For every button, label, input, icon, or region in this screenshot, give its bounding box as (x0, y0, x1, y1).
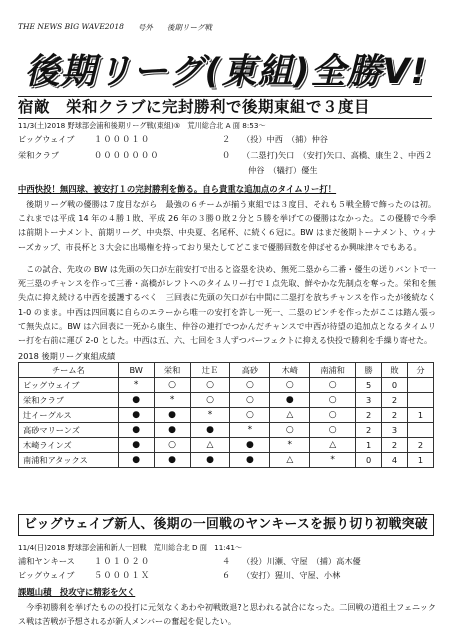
result-cell: ○ (154, 378, 190, 393)
draws-cell (407, 423, 433, 438)
innings: ０００００００ (94, 150, 160, 160)
article2-title: ビッグウェイブ新人、後期の一回戦のヤンキースを振り切り初戦突破 (18, 514, 434, 536)
draws-cell: 2 (407, 438, 433, 453)
table-row (19, 408, 434, 423)
article1-paragraph: 後期リーグ戦の優勝は７度目ながら 最強の６チームが揃う東組では３度目、それも５戦全勝で飾ったのは初。これまでは平成 14 年の４勝１敗、平成 26 年の３勝０敗２分と５勝を挙げての優勝はなかった。この優勝で今季は前期トーナメント、前期リーグ、中央祭、中央夏、名尾杯、に続く６冠に。BW はまだ後期トーナメント、ウィナーズカップ、市長杯と３大会に出場権を持っており果たしてどこまで優勝回数を伸ばせるか興味津々でもある。 (18, 199, 436, 252)
score-row (18, 569, 340, 582)
result-cell: ○ (310, 378, 356, 393)
result-cell: * (118, 378, 154, 393)
result-cell: ○ (154, 438, 190, 453)
result-cell: ○ (310, 393, 356, 408)
result-cell: * (270, 438, 310, 453)
losses-cell: 2 (382, 438, 408, 453)
result-cell: ● (154, 453, 190, 468)
losses-cell: 2 (382, 393, 408, 408)
total: ４ (222, 556, 231, 566)
table-row (19, 378, 434, 393)
score-row (18, 149, 433, 162)
result-cell: ● (118, 438, 154, 453)
standings-table (18, 362, 434, 468)
team-name: 栄和クラブ (18, 150, 59, 160)
wins-cell: 0 (356, 453, 382, 468)
result-cell: * (310, 453, 356, 468)
wins-cell: 2 (356, 408, 382, 423)
result-cell: * (190, 408, 230, 423)
article2-paragraph: 今季初勝利を挙げたものの投打に元気なくあわや初戦敗退?と思われる試合になった。二回戦の道祖土フェニックス戦は苦戦が予想されるが新人メンバーの奮起を促したい。 (18, 602, 436, 627)
team-cell: 辻イーグルス (19, 408, 119, 423)
notes: （投）中西 （捕）仲谷 (242, 134, 328, 144)
column-header: 勝 (356, 363, 382, 378)
wins-cell: 5 (356, 378, 382, 393)
result-cell: △ (270, 408, 310, 423)
column-header: 木崎 (270, 363, 310, 378)
result-cell: ○ (270, 423, 310, 438)
table-row (19, 438, 434, 453)
losses-cell: 2 (382, 408, 408, 423)
article2-lead: 課題山積 投攻守に精彩を欠く (18, 587, 136, 597)
team-cell: 木崎ラインズ (19, 438, 119, 453)
table-row (19, 393, 434, 408)
section-label: 後期リーグ戦 (166, 23, 212, 32)
result-cell: ○ (310, 408, 356, 423)
column-header: チーム名 (19, 363, 119, 378)
result-cell: ● (190, 423, 230, 438)
team-cell: 高砂マリーンズ (19, 423, 119, 438)
result-cell: ● (118, 453, 154, 468)
draws-cell (407, 393, 433, 408)
result-cell: ● (270, 393, 310, 408)
result-cell: ● (190, 453, 230, 468)
result-cell: ● (230, 453, 270, 468)
innings: １０００１０ (94, 134, 151, 144)
draws-cell (407, 378, 433, 393)
team-name: 浦和ヤンキース (18, 556, 75, 566)
article1-meta: 11/3(土)2018 野球部会浦和後期リーグ戦(東組)⑤ 荒川総合北 A 面 8:53～ (18, 121, 266, 130)
result-cell: ● (230, 438, 270, 453)
result-cell: △ (270, 453, 310, 468)
table-row (19, 423, 434, 438)
wins-cell: 3 (356, 393, 382, 408)
result-cell: ● (154, 408, 190, 423)
article1-lead: 中西快投！無四球、被安打１の完封勝利を飾る。自ら貴重な追加点のタイムリー打！ (18, 184, 337, 194)
result-cell: ● (154, 423, 190, 438)
result-cell: △ (310, 438, 356, 453)
article1-title: 宿敵 栄和クラブに完封勝利で後期東組で３度目 (18, 98, 371, 116)
paper-name: THE NEWS BIG WAVE2018 (18, 22, 124, 31)
team-name: ビッグウェイブ (18, 134, 75, 144)
headline: 後期リーグ(東組)全勝V! (24, 52, 428, 92)
column-header: 南浦和 (310, 363, 356, 378)
losses-cell: 0 (382, 378, 408, 393)
notes: （二塁打)矢口 （安打)矢口、高橋、康生２、中西２ (242, 150, 433, 160)
standings-title: 2018 後期リーグ東組成績 (18, 351, 116, 361)
wins-cell: 1 (356, 438, 382, 453)
column-header: 栄和 (154, 363, 190, 378)
column-header: 高砂 (230, 363, 270, 378)
score-row (18, 555, 361, 568)
result-cell: ○ (190, 393, 230, 408)
draws-cell: 1 (407, 408, 433, 423)
losses-cell: 4 (382, 453, 408, 468)
result-cell: ○ (230, 378, 270, 393)
result-cell: ○ (310, 423, 356, 438)
divider (18, 118, 432, 119)
result-cell: * (230, 423, 270, 438)
result-cell: ● (118, 393, 154, 408)
total: ６ (222, 570, 231, 580)
team-cell: 南浦和アタックス (19, 453, 119, 468)
total: ０ (222, 150, 231, 160)
score-extra: 仲谷 （犠打）優生 (248, 165, 318, 175)
table-header-row (19, 363, 434, 378)
total: ２ (222, 134, 231, 144)
column-header: 分 (407, 363, 433, 378)
column-header: 辻Ｅ (190, 363, 230, 378)
score-row (18, 133, 328, 146)
column-header: 敗 (382, 363, 408, 378)
masthead (18, 22, 212, 33)
draws-cell: 1 (407, 453, 433, 468)
innings: ５０００１Ｘ (94, 570, 151, 580)
result-cell: ○ (190, 378, 230, 393)
result-cell: △ (190, 438, 230, 453)
result-cell: ○ (270, 378, 310, 393)
article1-paragraph: この試合、先攻の BW は先頭の矢口が左前安打で出ると盗塁を決め、無死二塁から二番・優生の送りバントで一死三塁のチャンスを作って三番・高橋がレフトへのタイムリー打で１点先取、鮮やかな先制点を奪った。栄和を無失点に抑え続ける中西を援護するべく 三回表に先頭の矢口が右中間に二塁打を放ちチャンスを作ったが後続なく 1-0 のまま。中西は四回裏に自らのエラーから唯一の安打を許し一死一、二塁のピンチを作ったがここは踏ん張って無失点に。BW は六回表に一死から康生、仲谷の連打でつかんだチャンスで中西が待望の追加点となるタイムリー打を右前に運び 2-0 とした。中西は五、六、七回を３人ずつパーフェクトに抑える快投で勝利を手繰り寄せた。 (18, 264, 436, 346)
team-cell: ビッグウェイブ (19, 378, 119, 393)
issue-label: 号外 (137, 23, 153, 32)
result-cell: * (154, 393, 190, 408)
wins-cell: 2 (356, 423, 382, 438)
table-row (19, 453, 434, 468)
notes: （安打）猩川、守屋、小林 (242, 570, 341, 580)
innings: １０１０２０ (94, 556, 151, 566)
result-cell: ● (118, 423, 154, 438)
team-cell: 栄和クラブ (19, 393, 119, 408)
result-cell: ○ (230, 393, 270, 408)
team-name: ビッグウェイブ (18, 570, 75, 580)
notes: （投）川瀬、守屋 （捕）高木優 (242, 556, 361, 566)
result-cell: ● (118, 408, 154, 423)
result-cell: ○ (230, 408, 270, 423)
column-header: BW (118, 363, 154, 378)
article2-meta: 11/4(日)2018 野球部会浦和新人一回戦 荒川総合北 D 面 11:41～ (18, 543, 243, 552)
losses-cell: 3 (382, 423, 408, 438)
